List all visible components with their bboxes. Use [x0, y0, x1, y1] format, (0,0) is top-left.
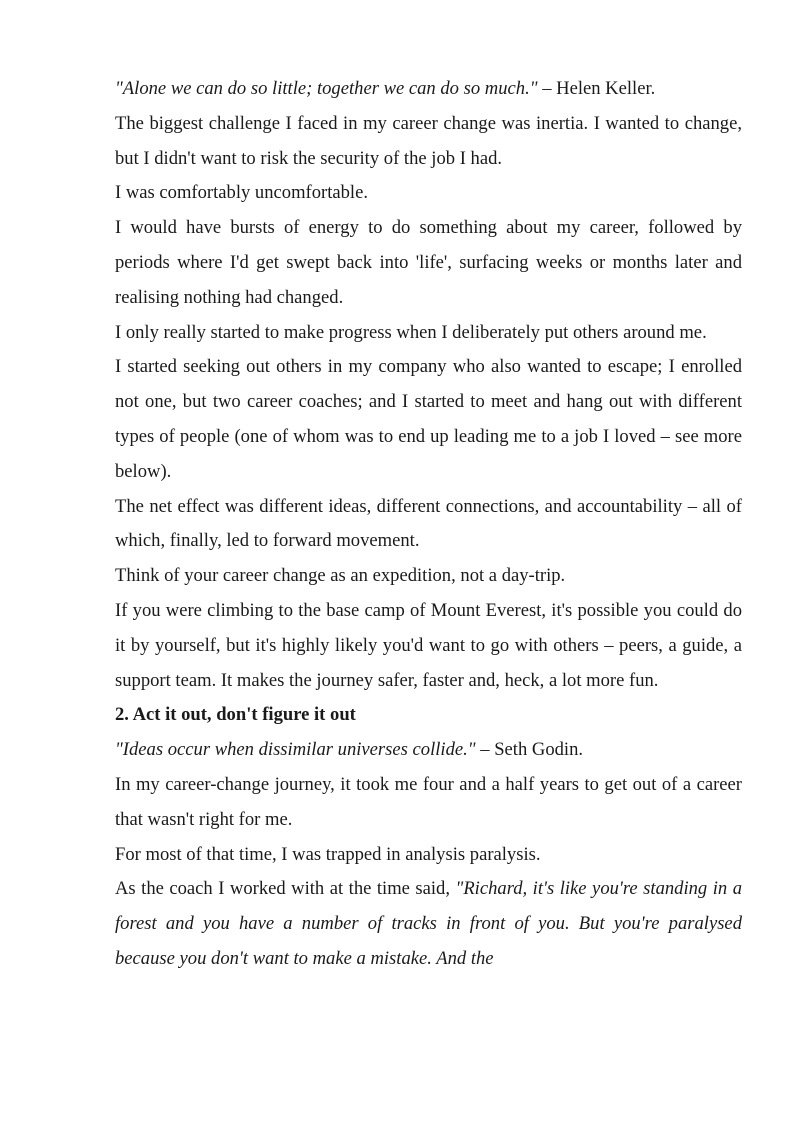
paragraph: The biggest challenge I faced in my career change was inertia. I wanted to change, but I didn't want to risk the security of the job I had.	[115, 112, 742, 169]
paragraph: Think of your career change as an expedition, not a day-trip.	[115, 565, 566, 587]
section-heading: 2. Act it out, don't figure it out	[115, 704, 356, 726]
paragraph: For most of that time, I was trapped in analysis paralysis.	[115, 843, 541, 865]
quote-helen-keller	[115, 72, 742, 107]
quote-text: "Alone we can do so little; together we can do so much."	[115, 78, 538, 99]
quote-attribution: – Helen Keller.	[537, 78, 656, 99]
paragraph: I started seeking out others in my company who also wanted to escape; I enrolled not one, but two career coaches; and I started to meet and hang out with different types of people (one of whom was to end up leading me to a job I loved – see more below).	[115, 356, 742, 482]
paragraph: If you were climbing to the base camp of Mount Everest, it's possible you could do it by yourself, but it's highly likely you'd want to go with others – peers, a guide, a support team. It makes the journey safer, faster and, heck, a lot more fun.	[115, 599, 742, 691]
paragraph-coach-quote	[115, 872, 742, 976]
quote-text: "Ideas occur when dissimilar universes collide."	[115, 739, 476, 761]
paragraph: In my career-change journey, it took me four and a half years to get out of a career that wasn't right for me.	[115, 773, 742, 830]
paragraph: I would have bursts of energy to do something about my career, followed by periods where I'd get swept back into 'life', surfacing weeks or months later and realising nothing had changed.	[115, 217, 742, 308]
document-page	[115, 72, 742, 977]
quote-attribution: – Seth Godin.	[475, 739, 584, 761]
paragraph: I only really started to make progress when I deliberately put others around me.	[115, 321, 707, 343]
paragraph: I was comfortably uncomfortable.	[115, 182, 368, 204]
paragraph: The net effect was different ideas, different connections, and accountability – all of which, finally, led to forward movement.	[115, 495, 742, 552]
paragraph-lead: As the coach I worked with at the time said,	[115, 878, 456, 900]
coach-quote: "Richard, it's like you're standing in a forest and you have a number of tracks in front of you. But you're paralysed because you don't want to make a mistake. And the	[115, 878, 742, 969]
quote-seth-godin	[115, 733, 742, 768]
